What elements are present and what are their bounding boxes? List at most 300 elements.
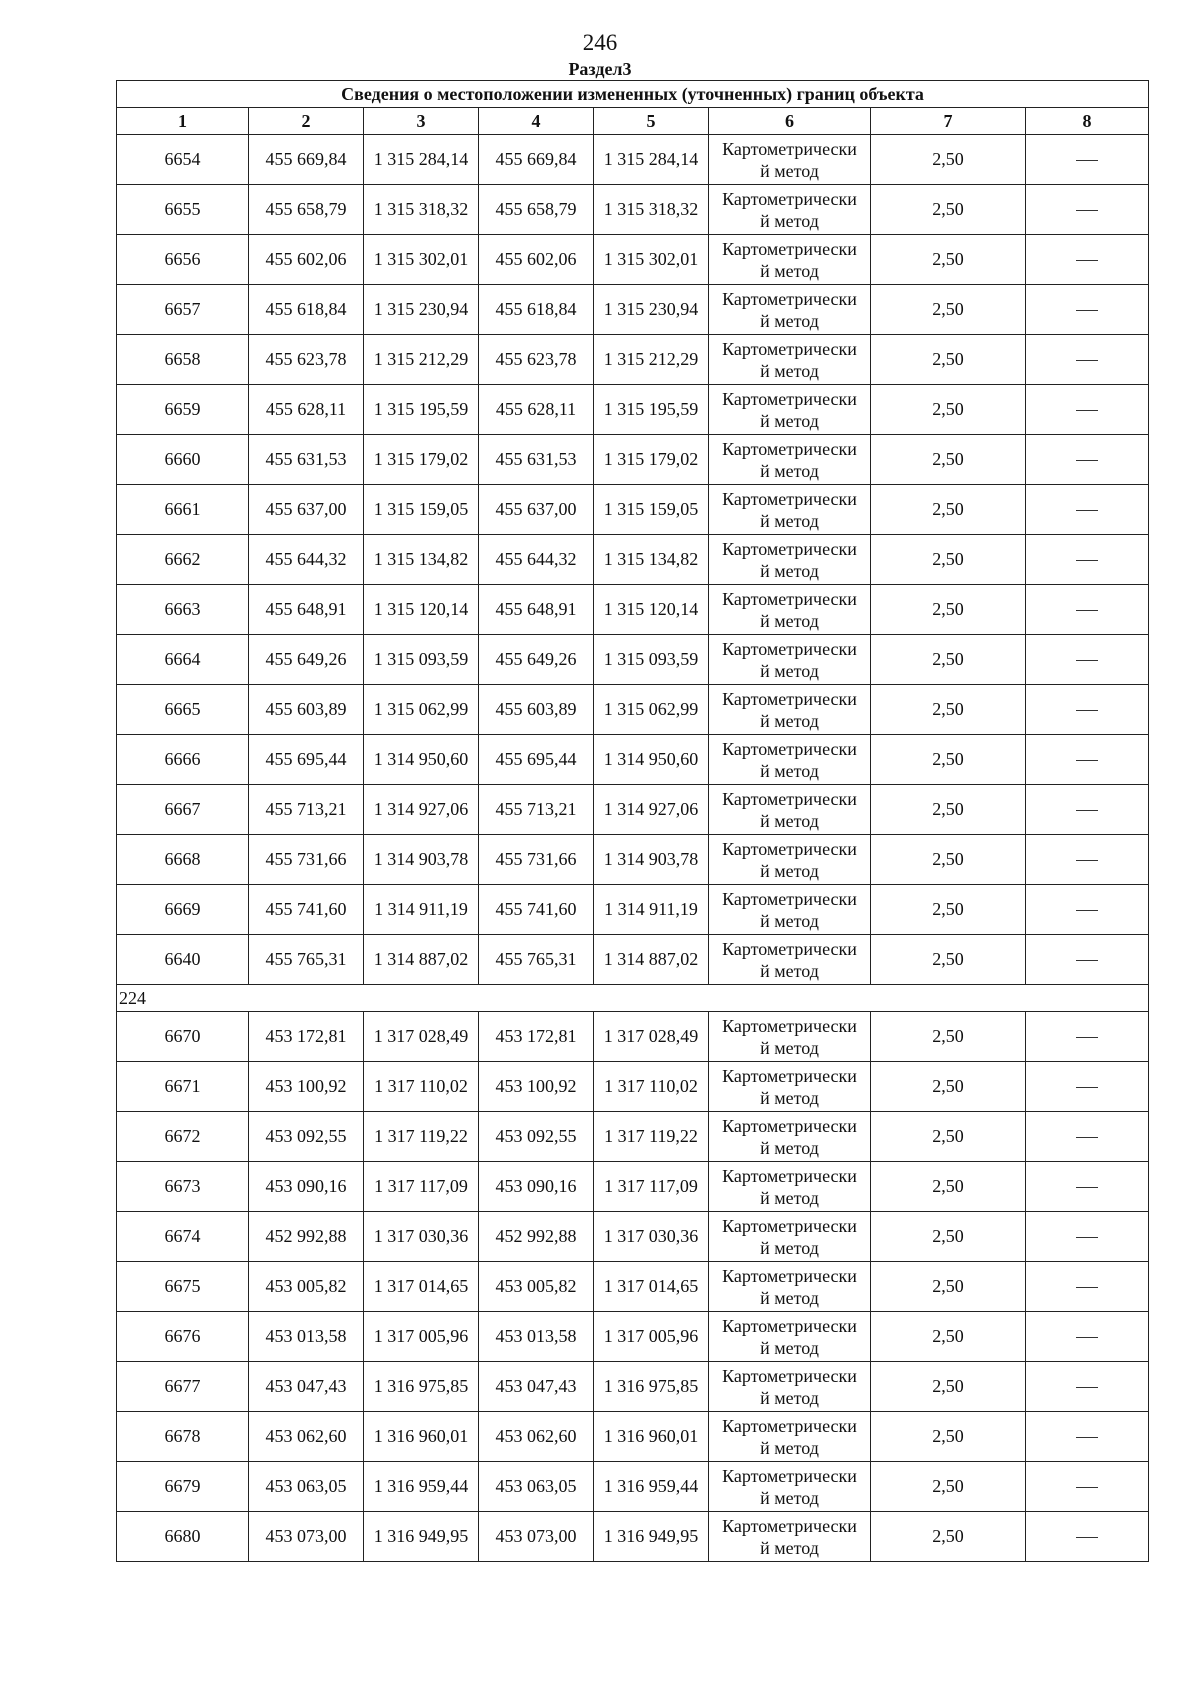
x-new-cell: 455 765,31	[479, 935, 594, 985]
method-cell	[709, 1062, 871, 1112]
x-new-cell: 453 063,05	[479, 1462, 594, 1512]
table-row	[117, 1162, 1149, 1212]
precision-cell: 2,50	[871, 185, 1026, 235]
empty-dash-cell	[1026, 885, 1149, 935]
y-old-cell: 1 315 318,32	[364, 185, 479, 235]
method-line: Картометрически	[722, 338, 857, 359]
y-old-cell: 1 314 911,19	[364, 885, 479, 935]
dash-mark	[1076, 1387, 1098, 1388]
y-new-cell: 1 317 014,65	[594, 1262, 709, 1312]
point-number-cell: 6660	[117, 435, 249, 485]
x-old-cell: 453 100,92	[249, 1062, 364, 1112]
x-old-cell: 455 669,84	[249, 135, 364, 185]
y-new-cell: 1 316 949,95	[594, 1512, 709, 1562]
empty-dash-cell	[1026, 485, 1149, 535]
method-line: й метод	[760, 1137, 819, 1158]
x-old-cell: 453 172,81	[249, 1012, 364, 1062]
y-new-cell: 1 314 927,06	[594, 785, 709, 835]
method-line: Картометрически	[722, 688, 857, 709]
dash-mark	[1076, 760, 1098, 761]
x-new-cell: 453 062,60	[479, 1412, 594, 1462]
method-cell	[709, 785, 871, 835]
boundary-coordinates-table	[116, 80, 1149, 1562]
empty-dash-cell	[1026, 1212, 1149, 1262]
method-line: Картометрически	[722, 838, 857, 859]
method-line: Картометрически	[722, 1315, 857, 1336]
empty-dash-cell	[1026, 1162, 1149, 1212]
precision-cell: 2,50	[871, 785, 1026, 835]
y-old-cell: 1 317 014,65	[364, 1262, 479, 1312]
y-new-cell: 1 315 195,59	[594, 385, 709, 435]
y-old-cell: 1 315 120,14	[364, 585, 479, 635]
method-line: й метод	[760, 1037, 819, 1058]
table-row	[117, 885, 1149, 935]
point-number-cell: 6654	[117, 135, 249, 185]
x-new-cell: 455 618,84	[479, 285, 594, 335]
x-old-cell: 455 731,66	[249, 835, 364, 885]
y-new-cell: 1 315 120,14	[594, 585, 709, 635]
method-line: й метод	[760, 1237, 819, 1258]
method-cell	[709, 135, 871, 185]
empty-dash-cell	[1026, 585, 1149, 635]
dash-mark	[1076, 1237, 1098, 1238]
method-line: Картометрически	[722, 438, 857, 459]
x-old-cell: 453 062,60	[249, 1412, 364, 1462]
x-old-cell: 455 618,84	[249, 285, 364, 335]
method-line: й метод	[760, 410, 819, 431]
x-new-cell: 453 073,00	[479, 1512, 594, 1562]
table-row	[117, 1462, 1149, 1512]
precision-cell: 2,50	[871, 935, 1026, 985]
x-old-cell: 455 713,21	[249, 785, 364, 835]
x-new-cell: 455 695,44	[479, 735, 594, 785]
point-number-cell: 6669	[117, 885, 249, 935]
x-new-cell: 453 090,16	[479, 1162, 594, 1212]
table-row	[117, 1212, 1149, 1262]
x-new-cell: 455 603,89	[479, 685, 594, 735]
table-row	[117, 1062, 1149, 1112]
method-line: й метод	[760, 610, 819, 631]
empty-dash-cell	[1026, 1112, 1149, 1162]
empty-dash-cell	[1026, 1312, 1149, 1362]
y-new-cell: 1 314 950,60	[594, 735, 709, 785]
x-new-cell: 453 005,82	[479, 1262, 594, 1312]
x-old-cell: 452 992,88	[249, 1212, 364, 1262]
precision-cell: 2,50	[871, 685, 1026, 735]
dash-mark	[1076, 460, 1098, 461]
dash-mark	[1076, 210, 1098, 211]
point-number-cell: 6656	[117, 235, 249, 285]
precision-cell: 2,50	[871, 885, 1026, 935]
empty-dash-cell	[1026, 785, 1149, 835]
method-line: й метод	[760, 960, 819, 981]
y-old-cell: 1 314 903,78	[364, 835, 479, 885]
point-number-cell: 6657	[117, 285, 249, 335]
y-new-cell: 1 315 212,29	[594, 335, 709, 385]
dash-mark	[1076, 610, 1098, 611]
table-row	[117, 285, 1149, 335]
x-old-cell: 455 637,00	[249, 485, 364, 535]
point-number-cell: 6659	[117, 385, 249, 435]
group-header-row	[117, 985, 1149, 1012]
empty-dash-cell	[1026, 235, 1149, 285]
y-new-cell: 1 317 030,36	[594, 1212, 709, 1262]
table-row	[117, 785, 1149, 835]
empty-dash-cell	[1026, 285, 1149, 335]
method-line: й метод	[760, 1537, 819, 1558]
x-old-cell: 455 658,79	[249, 185, 364, 235]
method-cell	[709, 685, 871, 735]
x-old-cell: 453 073,00	[249, 1512, 364, 1562]
y-new-cell: 1 315 302,01	[594, 235, 709, 285]
y-old-cell: 1 317 110,02	[364, 1062, 479, 1112]
precision-cell: 2,50	[871, 1312, 1026, 1362]
precision-cell: 2,50	[871, 1162, 1026, 1212]
column-number: 3	[364, 108, 479, 135]
y-new-cell: 1 317 110,02	[594, 1062, 709, 1112]
empty-dash-cell	[1026, 135, 1149, 185]
x-old-cell: 453 005,82	[249, 1262, 364, 1312]
method-cell	[709, 535, 871, 585]
method-cell	[709, 935, 871, 985]
method-cell	[709, 1362, 871, 1412]
x-new-cell: 455 648,91	[479, 585, 594, 635]
x-old-cell: 455 644,32	[249, 535, 364, 585]
method-cell	[709, 1012, 871, 1062]
x-old-cell: 455 765,31	[249, 935, 364, 985]
y-new-cell: 1 317 119,22	[594, 1112, 709, 1162]
dash-mark	[1076, 510, 1098, 511]
dash-mark	[1076, 1487, 1098, 1488]
method-cell	[709, 885, 871, 935]
dash-mark	[1076, 260, 1098, 261]
dash-mark	[1076, 660, 1098, 661]
method-cell	[709, 385, 871, 435]
section-title: Раздел3	[568, 59, 632, 79]
x-old-cell: 455 631,53	[249, 435, 364, 485]
y-new-cell: 1 317 117,09	[594, 1162, 709, 1212]
precision-cell: 2,50	[871, 385, 1026, 435]
precision-cell: 2,50	[871, 135, 1026, 185]
method-line: й метод	[760, 260, 819, 281]
method-line: Картометрически	[722, 188, 857, 209]
method-line: Картометрически	[722, 1415, 857, 1436]
precision-cell: 2,50	[871, 1012, 1026, 1062]
precision-cell: 2,50	[871, 1512, 1026, 1562]
y-old-cell: 1 315 179,02	[364, 435, 479, 485]
point-number-cell: 6680	[117, 1512, 249, 1562]
table-row	[117, 835, 1149, 885]
empty-dash-cell	[1026, 435, 1149, 485]
x-new-cell: 455 628,11	[479, 385, 594, 435]
empty-dash-cell	[1026, 1362, 1149, 1412]
table-row	[117, 335, 1149, 385]
method-line: Картометрически	[722, 288, 857, 309]
y-old-cell: 1 316 960,01	[364, 1412, 479, 1462]
x-old-cell: 453 047,43	[249, 1362, 364, 1412]
y-old-cell: 1 314 887,02	[364, 935, 479, 985]
method-line: й метод	[760, 710, 819, 731]
empty-dash-cell	[1026, 1062, 1149, 1112]
dash-mark	[1076, 910, 1098, 911]
method-cell	[709, 435, 871, 485]
point-number-cell: 6676	[117, 1312, 249, 1362]
x-new-cell: 455 637,00	[479, 485, 594, 535]
precision-cell: 2,50	[871, 535, 1026, 585]
dash-mark	[1076, 1287, 1098, 1288]
precision-cell: 2,50	[871, 1362, 1026, 1412]
point-number-cell: 6655	[117, 185, 249, 235]
empty-dash-cell	[1026, 1262, 1149, 1312]
y-new-cell: 1 314 903,78	[594, 835, 709, 885]
method-cell	[709, 1162, 871, 1212]
table-row	[117, 535, 1149, 585]
y-new-cell: 1 315 179,02	[594, 435, 709, 485]
x-new-cell: 453 172,81	[479, 1012, 594, 1062]
table-row	[117, 685, 1149, 735]
x-new-cell: 455 602,06	[479, 235, 594, 285]
table-row	[117, 635, 1149, 685]
method-line: Картометрически	[722, 1215, 857, 1236]
precision-cell: 2,50	[871, 435, 1026, 485]
x-new-cell: 455 741,60	[479, 885, 594, 935]
y-old-cell: 1 315 284,14	[364, 135, 479, 185]
precision-cell: 2,50	[871, 1212, 1026, 1262]
empty-dash-cell	[1026, 835, 1149, 885]
method-cell	[709, 1512, 871, 1562]
y-old-cell: 1 317 030,36	[364, 1212, 479, 1262]
empty-dash-cell	[1026, 535, 1149, 585]
y-new-cell: 1 315 159,05	[594, 485, 709, 535]
method-cell	[709, 285, 871, 335]
table-row	[117, 485, 1149, 535]
method-line: й метод	[760, 810, 819, 831]
column-number: 2	[249, 108, 364, 135]
method-line: й метод	[760, 1437, 819, 1458]
table-row	[117, 185, 1149, 235]
point-number-cell: 6675	[117, 1262, 249, 1312]
empty-dash-cell	[1026, 685, 1149, 735]
point-number-cell: 6670	[117, 1012, 249, 1062]
page-number: 246	[582, 30, 618, 55]
empty-dash-cell	[1026, 1412, 1149, 1462]
method-line: Картометрически	[722, 138, 857, 159]
y-new-cell: 1 315 134,82	[594, 535, 709, 585]
dash-mark	[1076, 1187, 1098, 1188]
empty-dash-cell	[1026, 185, 1149, 235]
method-line: Картометрически	[722, 1165, 857, 1186]
method-line: Картометрически	[722, 888, 857, 909]
method-line: Картометрически	[722, 588, 857, 609]
point-number-cell: 6679	[117, 1462, 249, 1512]
method-line: й метод	[760, 1087, 819, 1108]
precision-cell: 2,50	[871, 1462, 1026, 1512]
point-number-cell: 6667	[117, 785, 249, 835]
point-number-cell: 6661	[117, 485, 249, 535]
method-line: й метод	[760, 460, 819, 481]
method-cell	[709, 1212, 871, 1262]
method-line: Картометрически	[722, 1065, 857, 1086]
method-line: Картометрически	[722, 1465, 857, 1486]
table-row	[117, 235, 1149, 285]
dash-mark	[1076, 310, 1098, 311]
table-row	[117, 1412, 1149, 1462]
x-old-cell: 453 092,55	[249, 1112, 364, 1162]
empty-dash-cell	[1026, 1512, 1149, 1562]
dash-mark	[1076, 1087, 1098, 1088]
y-new-cell: 1 316 959,44	[594, 1462, 709, 1512]
dash-mark	[1076, 1037, 1098, 1038]
x-old-cell: 455 602,06	[249, 235, 364, 285]
table-row	[117, 735, 1149, 785]
point-number-cell: 6665	[117, 685, 249, 735]
y-new-cell: 1 317 005,96	[594, 1312, 709, 1362]
y-new-cell: 1 316 960,01	[594, 1412, 709, 1462]
empty-dash-cell	[1026, 335, 1149, 385]
y-new-cell: 1 315 284,14	[594, 135, 709, 185]
table-row	[117, 1012, 1149, 1062]
x-new-cell: 453 100,92	[479, 1062, 594, 1112]
point-number-cell: 6662	[117, 535, 249, 585]
method-line: й метод	[760, 560, 819, 581]
x-new-cell: 455 713,21	[479, 785, 594, 835]
point-number-cell: 6673	[117, 1162, 249, 1212]
y-old-cell: 1 315 134,82	[364, 535, 479, 585]
x-old-cell: 455 649,26	[249, 635, 364, 685]
y-new-cell: 1 315 093,59	[594, 635, 709, 685]
y-old-cell: 1 317 005,96	[364, 1312, 479, 1362]
method-cell	[709, 585, 871, 635]
method-line: й метод	[760, 160, 819, 181]
method-line: Картометрически	[722, 738, 857, 759]
method-line: Картометрически	[722, 938, 857, 959]
table-row	[117, 1312, 1149, 1362]
method-line: Картометрически	[722, 1515, 857, 1536]
dash-mark	[1076, 360, 1098, 361]
point-number-cell: 6658	[117, 335, 249, 385]
y-old-cell: 1 317 117,09	[364, 1162, 479, 1212]
y-old-cell: 1 315 159,05	[364, 485, 479, 535]
dash-mark	[1076, 810, 1098, 811]
table-row	[117, 935, 1149, 985]
x-old-cell: 453 090,16	[249, 1162, 364, 1212]
method-cell	[709, 735, 871, 785]
precision-cell: 2,50	[871, 1412, 1026, 1462]
method-line: й метод	[760, 1187, 819, 1208]
empty-dash-cell	[1026, 735, 1149, 785]
y-old-cell: 1 316 975,85	[364, 1362, 479, 1412]
method-cell	[709, 1262, 871, 1312]
point-number-cell: 6663	[117, 585, 249, 635]
point-number-cell: 6678	[117, 1412, 249, 1462]
method-line: й метод	[760, 1387, 819, 1408]
table-row	[117, 385, 1149, 435]
method-line: Картометрически	[722, 788, 857, 809]
column-number-row	[117, 108, 1149, 135]
y-old-cell: 1 315 093,59	[364, 635, 479, 685]
y-new-cell: 1 315 318,32	[594, 185, 709, 235]
precision-cell: 2,50	[871, 1262, 1026, 1312]
empty-dash-cell	[1026, 385, 1149, 435]
y-old-cell: 1 316 949,95	[364, 1512, 479, 1562]
method-line: Картометрически	[722, 1115, 857, 1136]
x-new-cell: 455 731,66	[479, 835, 594, 885]
precision-cell: 2,50	[871, 835, 1026, 885]
table-row	[117, 1362, 1149, 1412]
method-cell	[709, 485, 871, 535]
column-number: 1	[117, 108, 249, 135]
column-number: 6	[709, 108, 871, 135]
table-row	[117, 435, 1149, 485]
dash-mark	[1076, 960, 1098, 961]
table-row	[117, 1512, 1149, 1562]
empty-dash-cell	[1026, 635, 1149, 685]
y-old-cell: 1 317 119,22	[364, 1112, 479, 1162]
method-cell	[709, 185, 871, 235]
x-old-cell: 453 013,58	[249, 1312, 364, 1362]
precision-cell: 2,50	[871, 485, 1026, 535]
y-new-cell: 1 315 230,94	[594, 285, 709, 335]
point-number-cell: 6664	[117, 635, 249, 685]
method-cell	[709, 1112, 871, 1162]
y-new-cell: 1 314 887,02	[594, 935, 709, 985]
y-new-cell: 1 317 028,49	[594, 1012, 709, 1062]
x-new-cell: 455 644,32	[479, 535, 594, 585]
precision-cell: 2,50	[871, 585, 1026, 635]
dash-mark	[1076, 560, 1098, 561]
method-line: й метод	[760, 310, 819, 331]
table-row	[117, 585, 1149, 635]
method-cell	[709, 1412, 871, 1462]
dash-mark	[1076, 1537, 1098, 1538]
x-old-cell: 455 603,89	[249, 685, 364, 735]
method-cell	[709, 835, 871, 885]
method-line: Картометрически	[722, 1265, 857, 1286]
column-number: 5	[594, 108, 709, 135]
x-new-cell: 453 092,55	[479, 1112, 594, 1162]
x-old-cell: 455 628,11	[249, 385, 364, 435]
method-line: й метод	[760, 510, 819, 531]
x-new-cell: 455 623,78	[479, 335, 594, 385]
method-line: й метод	[760, 1337, 819, 1358]
dash-mark	[1076, 710, 1098, 711]
y-old-cell: 1 315 302,01	[364, 235, 479, 285]
x-new-cell: 453 047,43	[479, 1362, 594, 1412]
method-cell	[709, 635, 871, 685]
column-number: 4	[479, 108, 594, 135]
method-line: Картометрически	[722, 1015, 857, 1036]
point-number-cell: 6671	[117, 1062, 249, 1112]
method-line: й метод	[760, 1487, 819, 1508]
method-line: Картометрически	[722, 638, 857, 659]
method-cell	[709, 235, 871, 285]
table-caption: Сведения о местоположении измененных (уточненных) границ объекта	[117, 81, 1149, 108]
dash-mark	[1076, 1437, 1098, 1438]
column-number: 7	[871, 108, 1026, 135]
dash-mark	[1076, 1137, 1098, 1138]
y-old-cell: 1 316 959,44	[364, 1462, 479, 1512]
y-new-cell: 1 314 911,19	[594, 885, 709, 935]
column-number: 8	[1026, 108, 1149, 135]
table-row	[117, 1262, 1149, 1312]
x-new-cell: 455 658,79	[479, 185, 594, 235]
method-line: Картометрически	[722, 238, 857, 259]
method-line: й метод	[760, 660, 819, 681]
method-line: Картометрически	[722, 388, 857, 409]
y-old-cell: 1 317 028,49	[364, 1012, 479, 1062]
point-number-cell: 6640	[117, 935, 249, 985]
x-old-cell: 455 648,91	[249, 585, 364, 635]
